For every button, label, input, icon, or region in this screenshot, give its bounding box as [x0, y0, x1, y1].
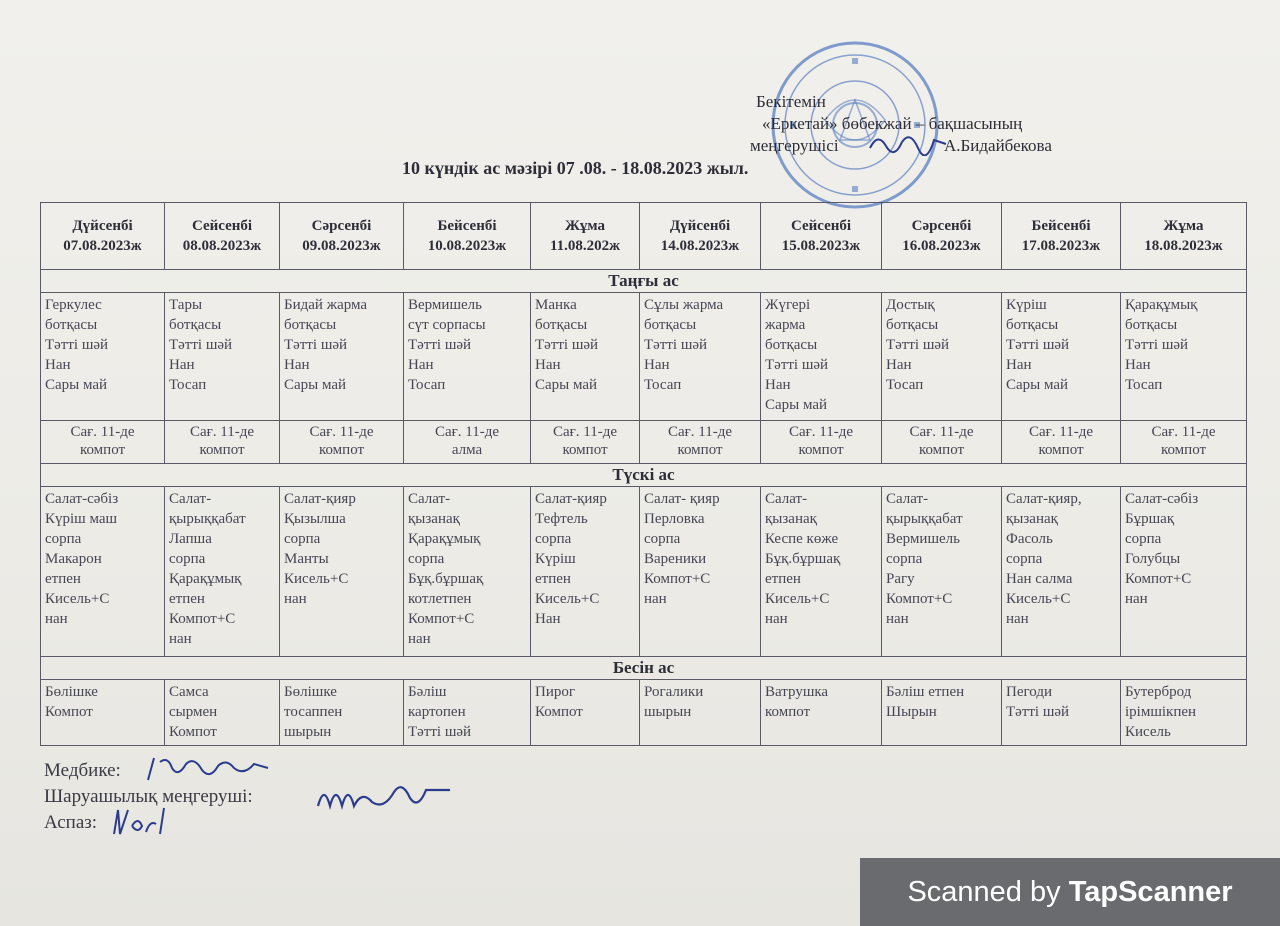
- menu-item: Тәтті шәй: [1006, 704, 1070, 720]
- breakfast-cell: [1121, 293, 1247, 421]
- menu-item: Манты: [284, 551, 329, 567]
- menu-item: картопен: [408, 704, 466, 720]
- menu-item: Пегоди: [1006, 684, 1052, 700]
- menu-item: сырмен: [169, 704, 218, 720]
- menu-item: Тәтті шәй: [1006, 337, 1070, 353]
- menu-item: Геркулес: [45, 297, 102, 313]
- menu-item: Күріш: [535, 551, 576, 567]
- day-name: Бейсенбі: [1031, 218, 1091, 234]
- breakfast-cell: [531, 293, 640, 421]
- menu-item: Тары: [169, 297, 203, 313]
- menu-item: нан: [45, 611, 68, 627]
- menu-item: Бәліш етпен: [886, 684, 965, 700]
- menu-item: Сары май: [1006, 377, 1069, 393]
- menu-item: Бутерброд: [1125, 684, 1192, 700]
- menu-item: Шырын: [886, 704, 937, 720]
- menu-item: сорпа: [644, 531, 681, 547]
- menu-item: ботқасы: [1125, 317, 1178, 333]
- day-name: Дүйсенбі: [72, 218, 133, 234]
- day-date: 15.08.2023ж: [781, 238, 861, 254]
- menu-item: Макарон: [45, 551, 102, 567]
- menu-item: компот: [677, 442, 723, 458]
- menu-item: Компот+С: [886, 591, 953, 607]
- menu-item: нан: [1125, 591, 1148, 607]
- second-breakfast-cell: [1002, 421, 1121, 464]
- days-header-row: [41, 203, 1247, 270]
- day-date: 18.08.2023ж: [1144, 238, 1223, 254]
- menu-item: Нан салма: [1006, 571, 1073, 587]
- snack-cell-item: [404, 680, 531, 746]
- day-name: Сәрсенбі: [911, 218, 972, 234]
- nurse-signature: [144, 754, 274, 784]
- menu-item: Салат-: [169, 491, 212, 507]
- menu-item: сорпа: [886, 551, 923, 567]
- second-breakfast-cell: [280, 421, 404, 464]
- menu-item: ботқасы: [765, 337, 818, 353]
- day-name: Бейсенбі: [437, 218, 497, 234]
- menu-item: Салат-қияр,: [1006, 491, 1082, 507]
- snack-cell-item: [41, 680, 165, 746]
- snack-cell-item: [1002, 680, 1121, 746]
- lunch-cell: [640, 487, 761, 657]
- menu-item: Кисель+С: [284, 571, 349, 587]
- menu-item: жарма: [765, 317, 806, 333]
- menu-item: Тосап: [644, 377, 682, 393]
- menu-item: ботқасы: [886, 317, 939, 333]
- menu-item: компот: [562, 442, 608, 458]
- menu-item: Лапша: [169, 531, 212, 547]
- breakfast-cell: [640, 293, 761, 421]
- menu-item: Нан: [169, 357, 195, 373]
- approval-institution: «Еркетай» бөбекжай – бақшасының: [762, 114, 1023, 133]
- menu-item: Компот: [169, 724, 217, 740]
- menu-item: Сары май: [284, 377, 347, 393]
- menu-item: тосаппен: [284, 704, 343, 720]
- day-header: [1121, 203, 1247, 270]
- menu-item: компот: [765, 704, 811, 720]
- day-header: [280, 203, 404, 270]
- menu-item: Нан: [765, 377, 791, 393]
- breakfast-cell: [404, 293, 531, 421]
- menu-item: Компот+С: [169, 611, 236, 627]
- menu-item: ботқасы: [169, 317, 222, 333]
- snack-cell-item: [761, 680, 882, 746]
- menu-item: Сары май: [535, 377, 598, 393]
- menu-item: ботқасы: [45, 317, 98, 333]
- menu-item: Тәтті шәй: [1125, 337, 1189, 353]
- watermark-brand: TapScanner: [1068, 876, 1233, 908]
- menu-item: компот: [918, 442, 965, 458]
- second-breakfast-cell: [531, 421, 640, 464]
- snack-cell-item: [882, 680, 1002, 746]
- menu-item: Тәтті шәй: [169, 337, 233, 353]
- menu-item: Тәтті шәй: [765, 357, 829, 373]
- day-header: [41, 203, 165, 270]
- menu-item: Сұлы жарма: [644, 297, 724, 313]
- menu-item: Тефтель: [535, 511, 588, 527]
- menu-item: Кисель+С: [45, 591, 110, 607]
- menu-item: Нан: [886, 357, 912, 373]
- menu-item: Бөлішке: [45, 684, 98, 700]
- section-snack: Бесін ас: [41, 657, 1247, 680]
- menu-item: нан: [1006, 611, 1029, 627]
- menu-item: ботқасы: [1006, 317, 1059, 333]
- day-date: 07.08.2023ж: [63, 238, 142, 254]
- menu-item: Нан: [1125, 357, 1151, 373]
- menu-item: Қызылша: [284, 511, 346, 527]
- menu-item: Фасоль: [1006, 531, 1053, 547]
- breakfast-cell: [882, 293, 1002, 421]
- approval-heading: Бекітемін: [756, 92, 826, 111]
- day-header: [882, 203, 1002, 270]
- lunch-cell: [1002, 487, 1121, 657]
- menu-item: нан: [284, 591, 307, 607]
- cook-label: Аспаз:: [44, 812, 98, 833]
- menu-item: Тәтті шәй: [408, 724, 472, 740]
- menu-item: Сағ. 11-де: [1151, 424, 1216, 440]
- menu-item: Сары май: [45, 377, 108, 393]
- menu-item: Қарақұмық: [1125, 297, 1198, 313]
- menu-item: Сағ. 11-де: [309, 424, 374, 440]
- menu-item: Нан: [1006, 357, 1032, 373]
- menu-item: Голубцы: [1125, 551, 1181, 567]
- menu-item: Пирог: [535, 684, 576, 700]
- day-name: Дүйсенбі: [669, 218, 731, 234]
- menu-item: Сағ. 11-де: [788, 424, 854, 440]
- menu-item: Компот: [535, 704, 583, 720]
- day-name: Сейсенбі: [191, 218, 253, 234]
- breakfast-row: [41, 293, 1247, 421]
- menu-item: Нан: [45, 357, 71, 373]
- approval-position: меңгерушісі: [750, 136, 839, 155]
- menu-item: Рогалики: [644, 684, 704, 700]
- menu-item: Вареники: [644, 551, 707, 567]
- menu-item: Жүгері: [765, 297, 811, 313]
- menu-item: компот: [199, 442, 245, 458]
- menu-item: Салат- қияр: [644, 491, 720, 507]
- menu-item: ботқасы: [284, 317, 337, 333]
- breakfast-cell: [761, 293, 882, 421]
- approval-director-name: А.Бидайбекова: [944, 136, 1052, 155]
- menu-item: компот: [798, 442, 844, 458]
- menu-item: қызанақ: [408, 511, 460, 527]
- menu-item: Салат-сәбіз: [1125, 491, 1199, 507]
- menu-item: Вермишель: [886, 531, 960, 547]
- menu-item: Самса: [169, 684, 209, 700]
- menu-item: Кисель: [1125, 724, 1171, 740]
- section-lunch: Түскі ас: [41, 464, 1247, 487]
- second-breakfast-row: [41, 421, 1247, 464]
- menu-item: Күріш маш: [45, 511, 118, 527]
- menu-item: Кисель+С: [765, 591, 830, 607]
- director-signature: [868, 128, 948, 156]
- menu-item: Тәтті шәй: [886, 337, 950, 353]
- snack-cell-item: [640, 680, 761, 746]
- lunch-cell: [531, 487, 640, 657]
- menu-item: етпен: [169, 591, 205, 607]
- second-breakfast-cell: [404, 421, 531, 464]
- second-breakfast-cell: [1121, 421, 1247, 464]
- second-breakfast-cell: [41, 421, 165, 464]
- snack-cell-item: [531, 680, 640, 746]
- breakfast-cell: [1002, 293, 1121, 421]
- menu-item: Бәліш: [408, 684, 447, 700]
- menu-item: Компот+С: [1125, 571, 1192, 587]
- menu-item: Сағ. 11-де: [909, 424, 974, 440]
- menu-item: ботқасы: [535, 317, 588, 333]
- lunch-cell: [280, 487, 404, 657]
- menu-item: Тәтті шәй: [45, 337, 109, 353]
- day-header: [761, 203, 882, 270]
- menu-item: Бұқ.бұршақ: [765, 551, 841, 567]
- scanner-watermark: [860, 858, 1280, 926]
- menu-item: Вермишель: [408, 297, 482, 313]
- menu-item: котлетпен: [408, 591, 472, 607]
- lunch-row: [41, 487, 1247, 657]
- menu-item: Салат-: [886, 491, 929, 507]
- nurse-label: Медбике:: [44, 760, 121, 781]
- menu-item: Компот+С: [644, 571, 711, 587]
- menu-item: нан: [886, 611, 909, 627]
- menu-item: сорпа: [169, 551, 206, 567]
- menu-item: сорпа: [45, 531, 82, 547]
- cook-signature: [110, 804, 170, 840]
- menu-item: Сағ. 11-де: [552, 424, 618, 440]
- menu-item: Бұқ.бұршақ: [408, 571, 484, 587]
- menu-item: Бидай жарма: [284, 297, 368, 313]
- menu-item: Тәтті шәй: [535, 337, 599, 353]
- menu-item: Сағ. 11-де: [70, 424, 135, 440]
- menu-item: шырын: [284, 724, 332, 740]
- menu-item: компот: [318, 442, 365, 458]
- menu-item: қырыққабат: [169, 511, 246, 527]
- menu-item: нан: [408, 631, 431, 647]
- day-header: [404, 203, 531, 270]
- menu-item: Қарақұмық: [169, 571, 242, 587]
- section-breakfast: Таңғы ас: [41, 270, 1247, 293]
- lunch-cell: [41, 487, 165, 657]
- menu-item: ботқасы: [644, 317, 697, 333]
- menu-item: шырын: [644, 704, 692, 720]
- menu-item: Нан: [408, 357, 434, 373]
- breakfast-cell: [165, 293, 280, 421]
- menu-item: Бөлішке: [284, 684, 337, 700]
- menu-item: Сағ. 11-де: [1028, 424, 1094, 440]
- day-date: 17.08.2023ж: [1021, 238, 1101, 254]
- lunch-cell: [882, 487, 1002, 657]
- second-breakfast-cell: [882, 421, 1002, 464]
- menu-item: Рагу: [886, 571, 915, 587]
- breakfast-cell: [41, 293, 165, 421]
- menu-item: Манка: [535, 297, 577, 313]
- menu-item: сорпа: [1125, 531, 1162, 547]
- menu-item: компот: [1038, 442, 1084, 458]
- day-date: 08.08.2023ж: [182, 238, 262, 254]
- day-date: 11.08.202ж: [549, 238, 621, 254]
- menu-item: етпен: [45, 571, 81, 587]
- menu-item: Тәтті шәй: [644, 337, 708, 353]
- menu-item: Сағ. 11-де: [667, 424, 733, 440]
- menu-item: Компот+С: [408, 611, 475, 627]
- manager-label: Шаруашылық меңгеруші:: [44, 786, 253, 807]
- lunch-cell: [165, 487, 280, 657]
- day-name: Жұма: [1163, 218, 1204, 234]
- day-header: [1002, 203, 1121, 270]
- menu-item: Тосап: [886, 377, 924, 393]
- day-header: [640, 203, 761, 270]
- day-name: Сейсенбі: [790, 218, 852, 234]
- menu-item: Кисель+С: [1006, 591, 1071, 607]
- menu-item: сорпа: [1006, 551, 1043, 567]
- day-name: Жұма: [565, 218, 605, 234]
- snack-cell-item: [280, 680, 404, 746]
- menu-item: Нан: [535, 611, 561, 627]
- menu-item: қырыққабат: [886, 511, 963, 527]
- menu-item: Компот: [45, 704, 93, 720]
- watermark-prefix: Scanned by: [907, 876, 1069, 908]
- menu-item: Сағ. 11-де: [189, 424, 255, 440]
- menu-item: алма: [451, 442, 483, 458]
- day-date: 10.08.2023ж: [427, 238, 507, 254]
- manager-signature: [314, 776, 454, 816]
- menu-item: сорпа: [535, 531, 572, 547]
- menu-item: Күріш: [1006, 297, 1047, 313]
- day-name: Сәрсенбі: [311, 218, 372, 234]
- day-date: 16.08.2023ж: [902, 238, 981, 254]
- menu-item: Достық: [886, 297, 935, 313]
- menu-item: етпен: [535, 571, 571, 587]
- menu-item: нан: [765, 611, 788, 627]
- menu-item: нан: [644, 591, 667, 607]
- menu-table: [40, 202, 1247, 746]
- menu-item: Салат-қияр: [535, 491, 607, 507]
- menu-item: Ватрушка: [765, 684, 829, 700]
- day-header: [165, 203, 280, 270]
- menu-item: Кеспе көже: [765, 531, 839, 547]
- menu-item: Сағ. 11-де: [434, 424, 500, 440]
- menu-item: Тосап: [169, 377, 207, 393]
- breakfast-cell: [280, 293, 404, 421]
- menu-item: Қарақұмық: [408, 531, 481, 547]
- menu-item: Нан: [644, 357, 670, 373]
- menu-item: Перловка: [644, 511, 705, 527]
- menu-item: Сары май: [765, 397, 828, 413]
- menu-title: 10 күндік ас мәзірі 07 .08. - 18.08.2023 жыл.: [402, 158, 749, 178]
- menu-item: Тәтті шәй: [408, 337, 472, 353]
- menu-item: Салат-: [765, 491, 808, 507]
- menu-item: компот: [1160, 442, 1207, 458]
- menu-item: нан: [169, 631, 192, 647]
- menu-item: Тәтті шәй: [284, 337, 348, 353]
- menu-item: Кисель+С: [535, 591, 600, 607]
- snack-row: [41, 680, 1247, 746]
- menu-item: сүт сорпасы: [408, 317, 486, 333]
- day-header: [531, 203, 640, 270]
- menu-item: сорпа: [284, 531, 321, 547]
- menu-item: Нан: [535, 357, 561, 373]
- lunch-cell: [761, 487, 882, 657]
- menu-item: компот: [79, 442, 126, 458]
- second-breakfast-cell: [165, 421, 280, 464]
- menu-item: сорпа: [408, 551, 445, 567]
- menu-item: қызанақ: [765, 511, 817, 527]
- menu-item: қызанақ: [1006, 511, 1058, 527]
- menu-item: Салат-қияр: [284, 491, 356, 507]
- menu-item: Тосап: [1125, 377, 1163, 393]
- menu-item: Салат-: [408, 491, 451, 507]
- menu-item: етпен: [765, 571, 801, 587]
- second-breakfast-cell: [761, 421, 882, 464]
- lunch-cell: [404, 487, 531, 657]
- snack-cell-item: [165, 680, 280, 746]
- menu-item: Салат-сәбіз: [45, 491, 119, 507]
- snack-cell-item: [1121, 680, 1247, 746]
- menu-item: Нан: [284, 357, 310, 373]
- menu-item: Бұршақ: [1125, 511, 1175, 527]
- lunch-cell: [1121, 487, 1247, 657]
- menu-item: Тосап: [408, 377, 446, 393]
- day-date: 09.08.2023ж: [302, 238, 381, 254]
- menu-item: ірімшікпен: [1125, 704, 1197, 720]
- second-breakfast-cell: [640, 421, 761, 464]
- day-date: 14.08.2023ж: [660, 238, 740, 254]
